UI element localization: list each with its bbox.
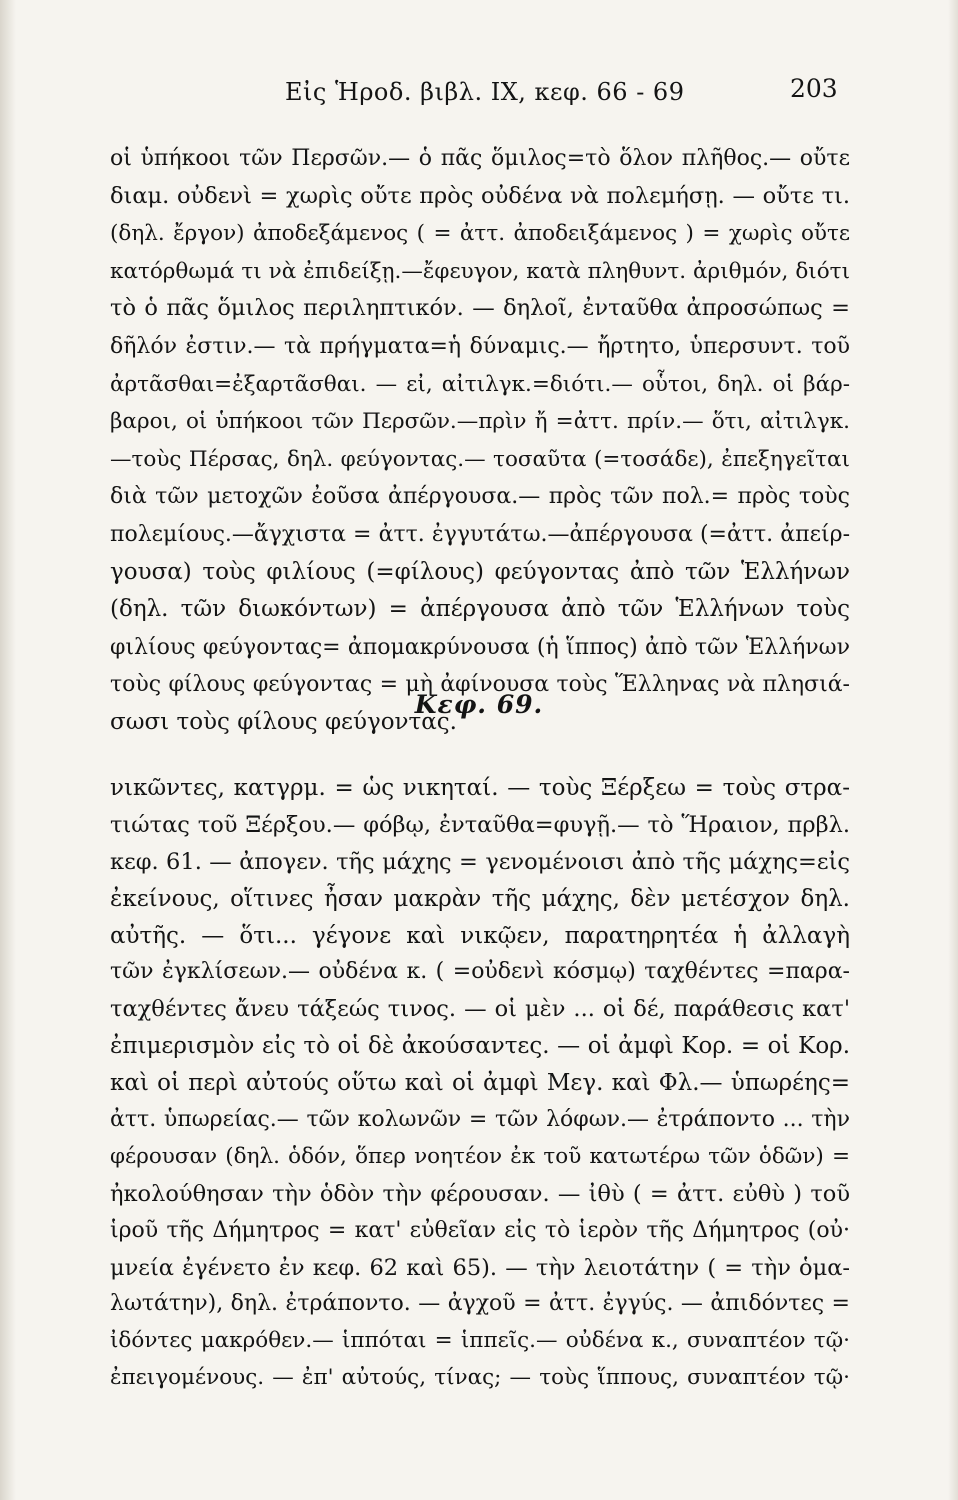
page-number: 203 — [790, 74, 838, 103]
text-line: φέρουσαν (δηλ. ὁδόν, ὅπερ νοητέον ἐκ τοῦ κατωτέρω τῶν ὁδῶν) = — [110, 1143, 850, 1169]
page-edge-shadow-right — [948, 0, 958, 1500]
running-head — [0, 72, 958, 122]
page-edge-shadow — [0, 0, 16, 1500]
running-head-title: Εἰς Ἡροδ. βιβλ. IX, κεφ. 66 - 69 — [285, 78, 685, 106]
text-line: ἐκείνους, οἵτινες ἦσαν μακρὰν τῆς μάχης, δὲν μετέσχον δηλ. — [110, 885, 850, 912]
text-line: τοὺς φίλους φεύγοντας = μὴ ἀφίνουσα τοὺς Ἕλληνας νὰ πλησιά- — [110, 672, 850, 698]
text-line: τῶν ἐγκλίσεων.— οὐδένα κ. ( =οὐδενὶ κόσμῳ) ταχθέντες =παρα- — [110, 959, 850, 985]
commentary-block-chapter-69 — [110, 770, 850, 1397]
text-line: —τοὺς Πέρσας, δηλ. φεύγοντας.— τοσαῦτα (=τοσάδε), ἐπεξηγεῖται — [110, 446, 850, 472]
text-line: λωτάτην), δηλ. ἐτράποντο. — ἀγχοῦ = ἀττ. ἐγγύς. — ἀπιδόντες = — [110, 1291, 850, 1317]
text-line: διαμ. οὐδενὶ = χωρὶς οὔτε πρὸς οὐδένα νὰ πολεμήσῃ. — οὔτε τι. — [110, 182, 850, 209]
text-line: (δηλ. ἔργον) ἀποδεξάμενος ( = ἀττ. ἀποδειξάμενος ) = χωρὶς οὔτε — [110, 221, 850, 247]
text-line: φιλίους φεύγοντας= ἀπομακρύνουσα (ἡ ἵππος) ἀπὸ τῶν Ἑλλήνων — [110, 634, 850, 660]
text-line: ταχθέντες ἄνευ τάξεώς τινος. — οἱ μὲν ... οἱ δέ, παράθεσις κατ' — [110, 996, 850, 1023]
text-line: ἐπειγομένους. — ἐπ' αὐτούς, τίνας; — τοὺς ἵππους, συναπτέον τῷ· — [110, 1365, 850, 1391]
text-line: γουσα) τοὺς φιλίους (=φίλους) φεύγοντας ἀπὸ τῶν Ἑλλήνων — [110, 558, 850, 585]
text-line: νικῶντες, κατγρμ. = ὡς νικηταί. — τοὺς Ξέρξεω = τοὺς στρα- — [110, 775, 850, 801]
text-line: ἐπιμερισμὸν εἰς τὸ οἱ δὲ ἀκούσαντες. — οἱ ἀμφὶ Κορ. = οἱ Κορ. — [110, 1033, 850, 1060]
text-line: πολεμίους.—ἄγχιστα = ἀττ. ἐγγυτάτω.—ἀπέργουσα (=ἀττ. ἀπείρ- — [110, 521, 850, 547]
commentary-block-chapter-68 — [110, 140, 850, 742]
text-line: καὶ οἱ περὶ αὐτούς οὕτω καὶ οἱ ἀμφὶ Μεγ. καὶ Φλ.— ὑπωρέης= — [110, 1070, 850, 1097]
text-line: τὸ ὁ πᾶς ὅμιλος περιληπτικόν. — δηλοῖ, ἐνταῦθα ἀπροσώπως = — [110, 295, 850, 322]
text-line: αὐτῆς. — ὅτι... γέγονε καὶ νικῷεν, παρατηρητέα ἡ ἀλλαγὴ — [110, 922, 850, 949]
text-line: ἱροῦ τῆς Δήμητρος = κατ' εὐθεῖαν εἰς τὸ ἱερὸν τῆς Δήμητρος (οὐ· — [110, 1217, 850, 1243]
text-line: (δηλ. τῶν διωκόντων) = ἀπέργουσα ἀπὸ τῶν Ἑλλήνων τοὺς — [110, 596, 850, 623]
text-line: τιώτας τοῦ Ξέρξου.— φόβῳ, ἐνταῦθα=φυγῇ.— τὸ Ἥραιον, πρβλ. — [110, 811, 850, 838]
text-line: δῆλόν ἐστιν.— τὰ πρήγματα=ἡ δύναμις.— ἤρτητο, ὑπερσυντ. τοῦ — [110, 333, 850, 359]
text-line: ἠκολούθησαν τὴν ὁδὸν τὴν φέρουσαν. — ἰθὺ ( = ἀττ. εὐθὺ ) τοῦ — [110, 1180, 850, 1207]
text-line: βαροι, οἱ ὑπήκοοι τῶν Περσῶν.—πρὶν ἤ =ἀττ. πρίν.— ὅτι, αἰτιλγκ. — [110, 409, 850, 435]
text-line: διὰ τῶν μετοχῶν ἐοῦσα ἀπέργουσα.— πρὸς τῶν πολ.= πρὸς τοὺς — [110, 484, 850, 510]
text-line: ἀρτᾶσθαι=ἐξαρτᾶσθαι. — εἰ, αἰτιλγκ.=διότι.— οὗτοι, δηλ. οἱ βάρ- — [110, 371, 850, 397]
text-line: ἰδόντες μακρόθεν.— ἱππόται = ἱππεῖς.— οὐδένα κ., συναπτέον τῷ· — [110, 1328, 850, 1354]
chapter-heading: Κεφ. 69. — [414, 690, 544, 719]
text-line: μνεία ἐγένετο ἐν κεφ. 62 καὶ 65). — τὴν λειοτάτην ( = τὴν ὁμα- — [110, 1254, 850, 1281]
text-line: σωσι τοὺς φίλους φεύγοντας. — [110, 708, 457, 735]
text-line: κεφ. 61. — ἀπογεν. τῆς μάχης = γενομένοισι ἀπὸ τῆς μάχης=εἰς — [110, 848, 850, 875]
text-line: ἀττ. ὑπωρείας.— τῶν κολωνῶν = τῶν λόφων.— ἐτράποντο ... τὴν — [110, 1107, 850, 1133]
text-line: οἱ ὑπήκοοι τῶν Περσῶν.— ὁ πᾶς ὅμιλος=τὸ ὅλον πλῆθος.— οὔτε — [110, 146, 850, 171]
text-line: κατόρθωμά τι νὰ ἐπιδείξῃ.—ἔφευγον, κατὰ πληθυντ. ἀριθμόν, διότι — [110, 258, 850, 284]
